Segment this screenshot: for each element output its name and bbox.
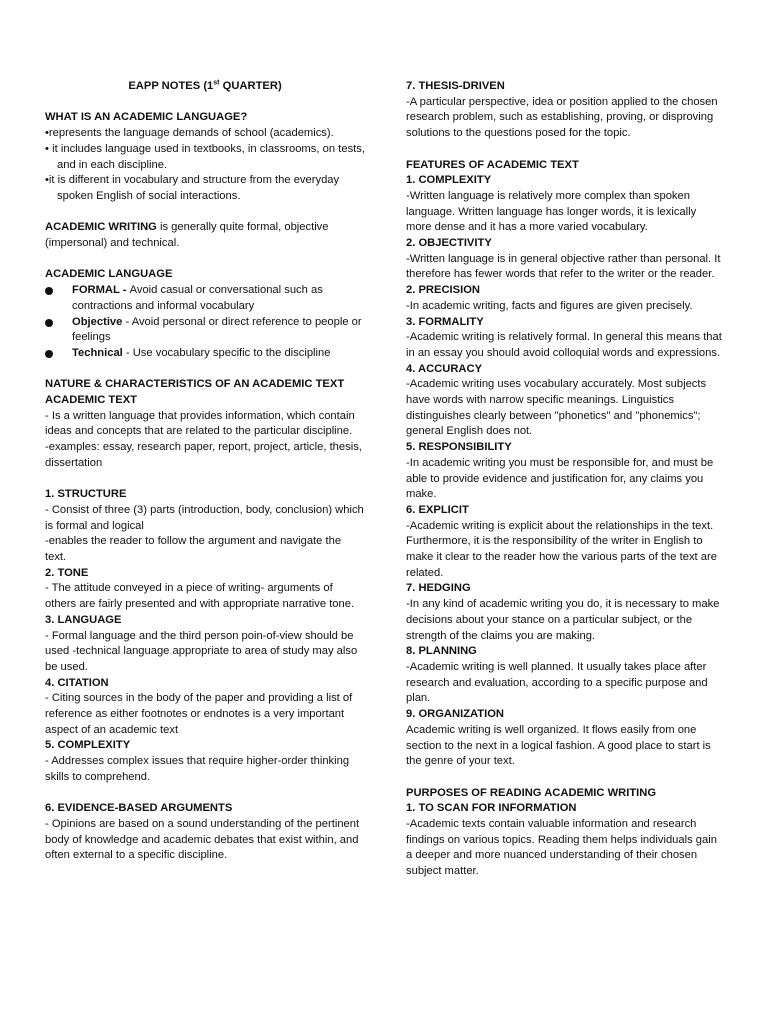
right-column: [406, 79, 722, 880]
section-text: - Opinions are based on a sound understanding of the pertinent body of knowledge and academic debates that exist within, and often external to a specific discipline.: [45, 817, 360, 862]
section-text: - Addresses complex issues that require higher-order thinking skills to comprehend.: [45, 755, 350, 783]
feature-heading: 5. RESPONSIBILITY: [406, 441, 512, 454]
section-heading: 6. EVIDENCE-BASED ARGUMENTS: [45, 802, 233, 815]
bullet-icon: [45, 287, 53, 295]
section-heading: 3. LANGUAGE: [45, 613, 122, 626]
feature-heading: 6. EXPLICIT: [406, 503, 469, 516]
section-heading: 1. STRUCTURE: [45, 488, 127, 501]
feature-text: -Academic writing is relatively formal. In general this means that in an essay you should avoid colloquial words and expressions.: [406, 331, 722, 359]
what-heading: WHAT IS AN ACADEMIC LANGUAGE?: [45, 111, 248, 124]
list-item: FORMAL - Avoid casual or conversational such as contractions and informal vocabulary: [45, 283, 365, 314]
academic-writing-definition: ACADEMIC WRITING is generally quite formal, objective (impersonal) and technical.: [45, 221, 329, 249]
academic-language-list: [45, 283, 365, 362]
section-heading: 5. COMPLEXITY: [45, 739, 131, 752]
feature-text: Academic writing is well organized. It flows easily from one section to the next in a logical fashion. A good place to start is the genre of your text.: [406, 723, 711, 768]
academic-language-heading: ACADEMIC LANGUAGE: [45, 268, 173, 281]
list-item: Technical - Use vocabulary specific to the discipline: [45, 346, 365, 362]
section-text: - Citing sources in the body of the paper and providing a list of reference as either footnotes or endnotes is a very important aspect of an academic text: [45, 692, 353, 736]
nature-heading: NATURE & CHARACTERISTICS OF AN ACADEMIC TEXT: [45, 378, 345, 391]
section-text: -A particular perspective, idea or position applied to the chosen research problem, such as establishing, proving, or disproving solutions to the questions posed for the topic.: [406, 95, 718, 140]
feature-text: -Academic writing is well planned. It usually takes place after research and evaluation, according to a specific purpose and plan.: [406, 661, 708, 705]
section-text: - The attitude conveyed in a piece of writing- arguments of others are fairly presented and with appropriate narrative tone.: [45, 582, 355, 611]
features-heading: FEATURES OF ACADEMIC TEXT: [406, 158, 579, 171]
document-title: EAPP NOTES (1st QUARTER): [128, 79, 282, 92]
feature-text: -Academic writing uses vocabulary accurately. Most subjects have words with narrow specific meanings. Linguistics distinguishes clearly between "phonetics" and "phonemics"; general English does not.: [406, 378, 707, 438]
section-text: - Consist of three (3) parts (introduction, body, conclusion) which is formal and logical: [45, 503, 364, 532]
feature-heading: 4. ACCURACY: [406, 362, 483, 375]
feature-text: -Written language is in general objective rather than personal. It therefore has fewer words that refer to the writer or the reader.: [406, 252, 721, 281]
section-heading: 7. THESIS-DRIVEN: [406, 80, 505, 92]
feature-heading: 7. HEDGING: [406, 582, 471, 595]
section-heading: 2. TONE: [45, 566, 89, 579]
section-text: -enables the reader to follow the argument and navigate the text.: [45, 535, 342, 564]
purpose-heading: 1. TO SCAN FOR INFORMATION: [406, 802, 577, 815]
what-bullet: •it is different in vocabulary and structure from the everyday spoken English of social interactions.: [45, 174, 340, 202]
bullet-icon: [45, 350, 53, 358]
academic-text-examples: -examples: essay, research paper, report, project, article, thesis, dissertation: [45, 441, 362, 469]
feature-heading: 2. OBJECTIVITY: [406, 237, 492, 250]
list-item: Objective - Avoid personal or direct reference to people or feelings: [45, 315, 365, 346]
feature-text: -In any kind of academic writing you do, it is necessary to make decisions about your stance on a particular subject, or the strength of the claims you are making.: [406, 598, 720, 642]
what-bullet: •represents the language demands of school (academics).: [45, 127, 334, 140]
academic-text-definition: - Is a written language that provides information, which contain ideas and concepts that are related to the particular discipline.: [45, 409, 355, 438]
feature-text: -In academic writing, facts and figures are given precisely.: [406, 299, 693, 312]
feature-text: -Written language is relatively more complex than spoken language. Written language has longer words, it is lexically more dense and it has a more varied vocabulary.: [406, 189, 697, 234]
bullet-icon: [45, 319, 53, 327]
feature-heading: 2. PRECISION: [406, 284, 480, 297]
feature-heading: 9. ORGANIZATION: [406, 708, 504, 721]
left-column: [45, 79, 365, 864]
academic-text-heading: ACADEMIC TEXT: [45, 394, 137, 406]
feature-heading: 3. FORMALITY: [406, 315, 484, 328]
feature-text: -Academic writing is explicit about the relationships in the text. Furthermore, it is the responsibility of the writer in English to make it clear to the reader how the various parts of the text are related.: [406, 519, 717, 579]
feature-heading: 1. COMPLEXITY: [406, 174, 492, 187]
section-text: - Formal language and the third person poin-of-view should be used -technical language appropriate to area of study may also be used.: [45, 629, 358, 673]
purposes-heading: PURPOSES OF READING ACADEMIC WRITING: [406, 786, 657, 799]
feature-heading: 8. PLANNING: [406, 645, 477, 658]
feature-text: -In academic writing you must be responsible for, and must be able to provide evidence and justification for, any claims you make.: [406, 456, 714, 501]
purpose-text: -Academic texts contain valuable information and research findings on various topics. Reading them helps individuals gain a deeper and more nuanced understanding of their chosen subject matter.: [406, 818, 717, 878]
section-heading: 4. CITATION: [45, 676, 109, 689]
what-bullet: • it includes language used in textbooks, in classrooms, on tests, and in each discipline.: [45, 142, 365, 171]
